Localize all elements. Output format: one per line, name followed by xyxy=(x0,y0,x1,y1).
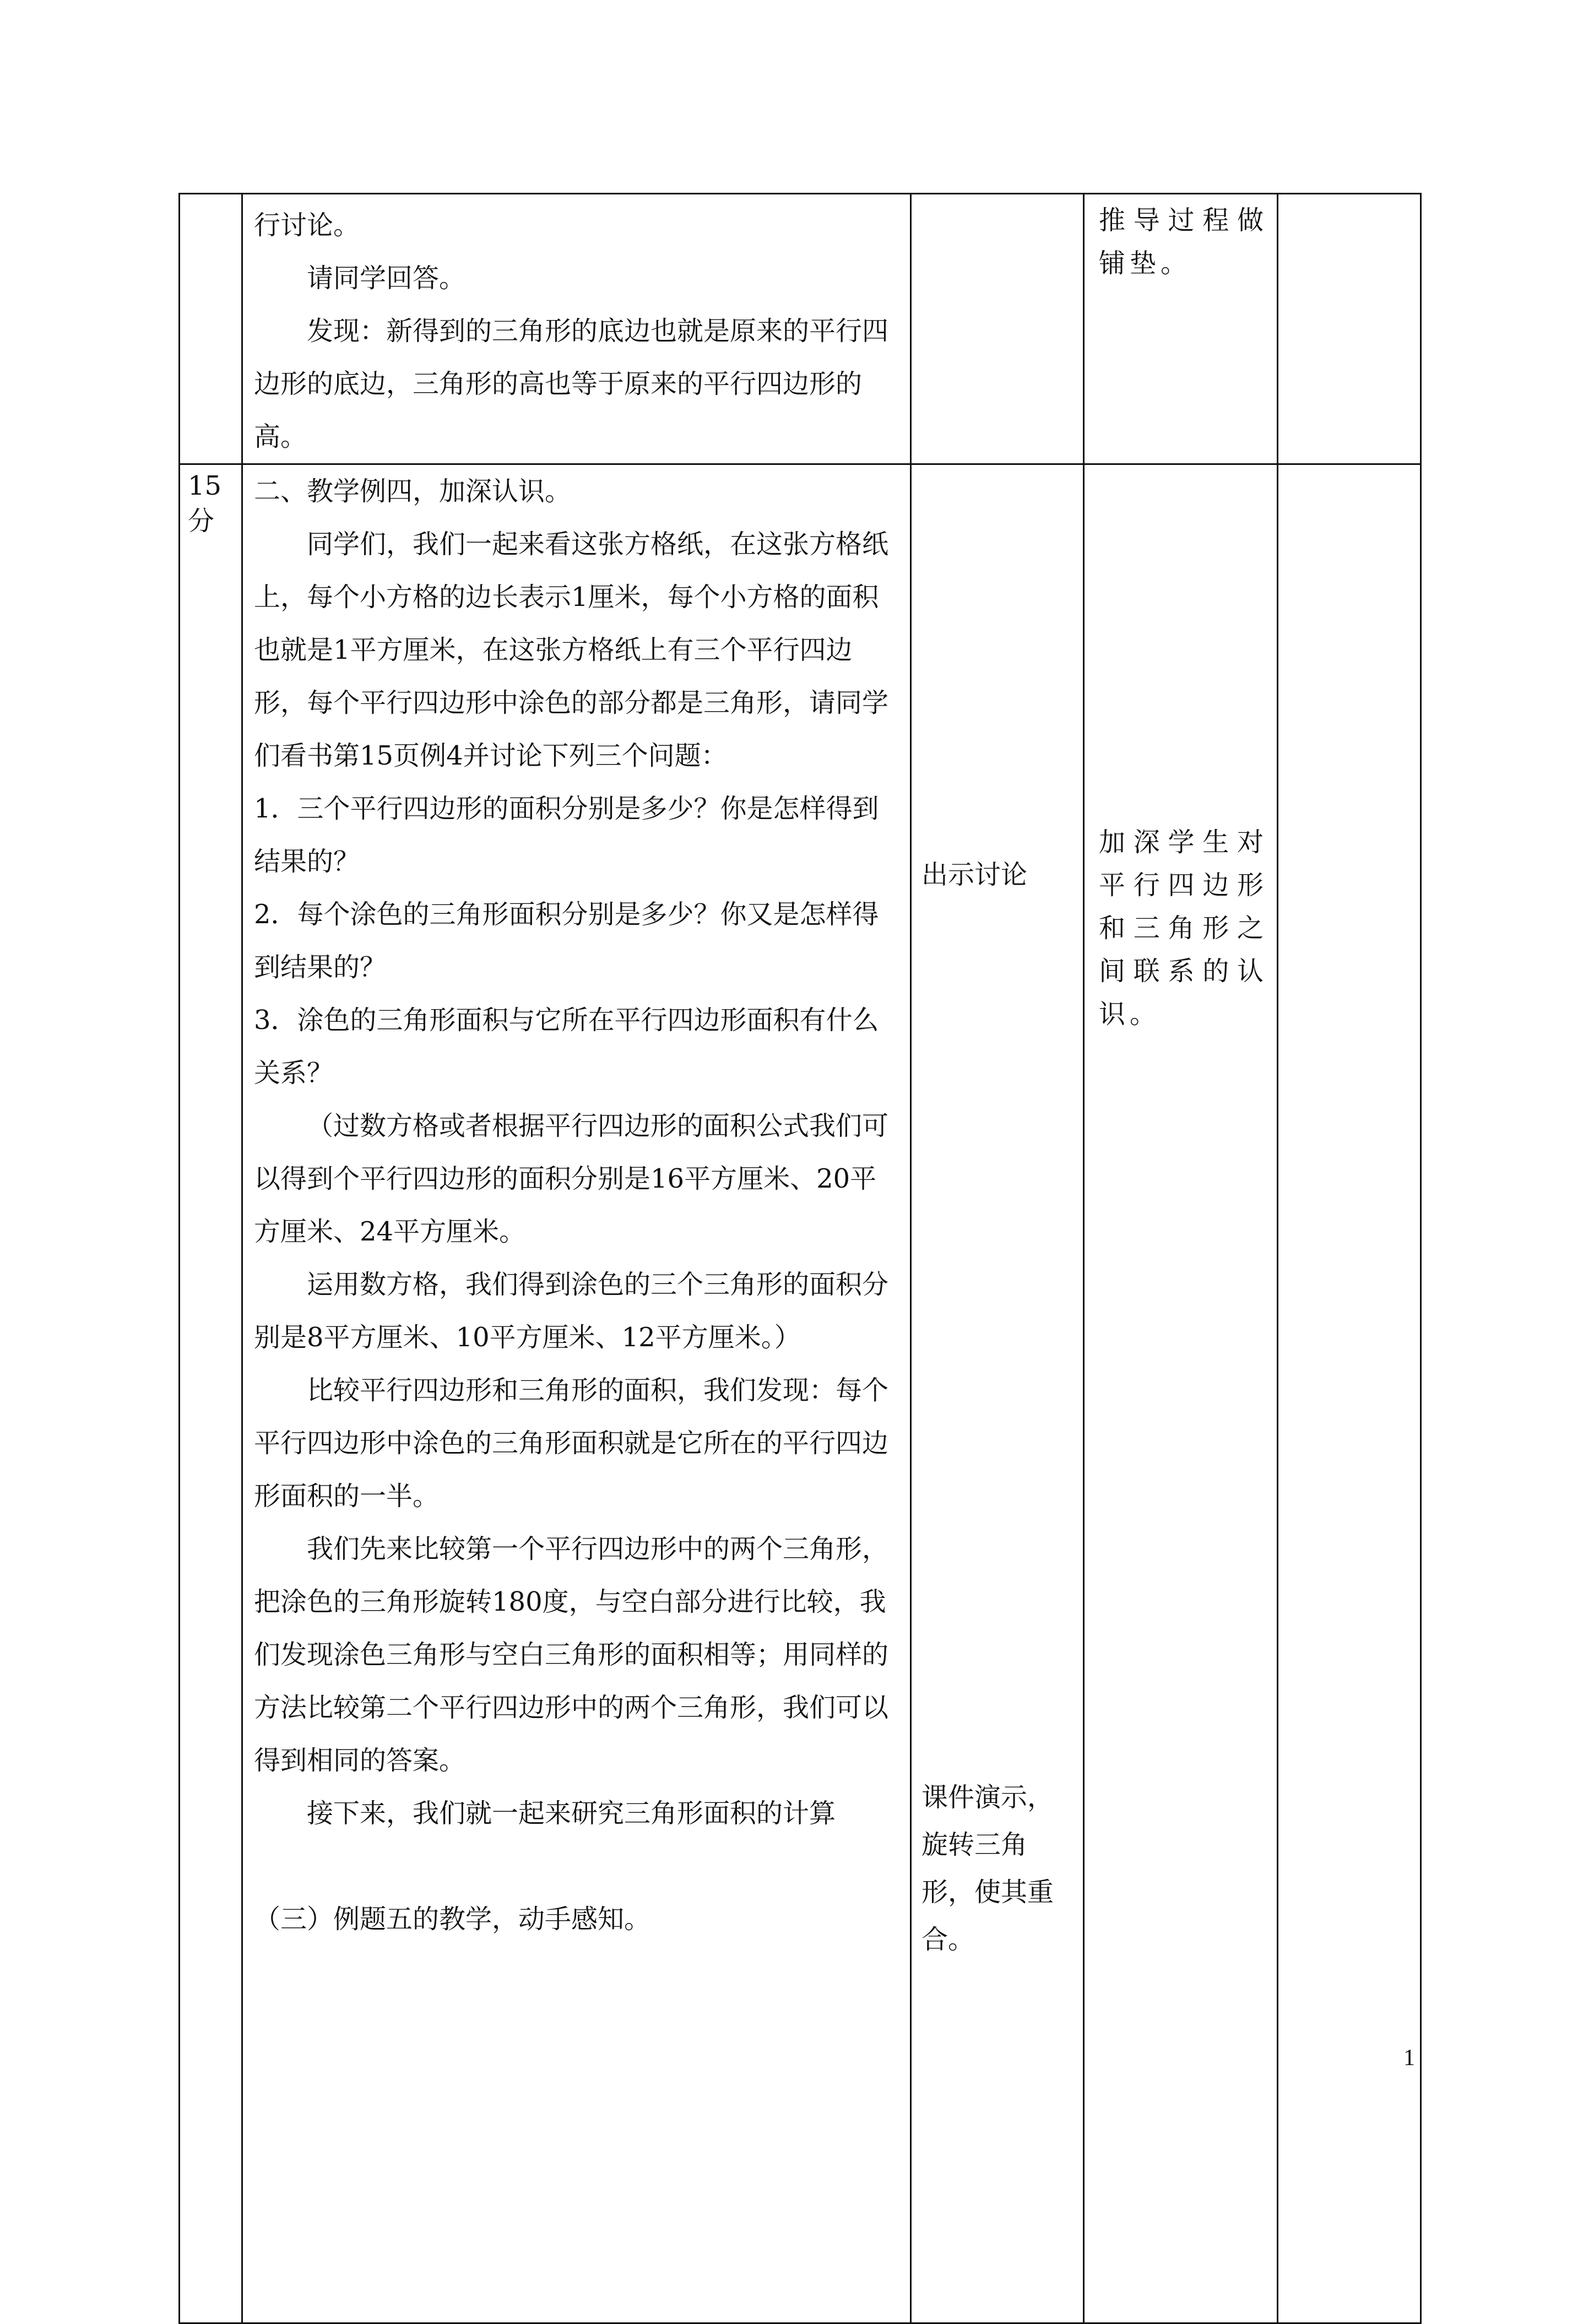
content-paragraph: 2．每个涂色的三角形面积分别是多少？你又是怎样得到结果的？ xyxy=(254,899,879,983)
content-paragraph: 行讨论。 xyxy=(254,210,360,241)
content-cell xyxy=(242,464,911,2323)
content-paragraph: （过数方格或者根据平行四边形的面积公式我们可以得到个平行四边形的面积分别是16平方厘米、20平方厘米、24平方厘米。 xyxy=(254,1110,889,1247)
lesson-plan-table xyxy=(178,193,1422,2324)
page-number: 1 xyxy=(1403,2045,1415,2071)
content-paragraph: （三）例题五的教学，动手感知。 xyxy=(254,1904,651,1935)
intent-text: 加深学生对平行四边形和三角形之间联系的认识。 xyxy=(1099,827,1268,1030)
content-paragraph: 我们先来比较第一个平行四边形中的两个三角形，把涂色的三角形旋转180度，与空白部分进行比较，我们发现涂色三角形与空白三角形的面积相等；用同样的方法比较第二个平行四边形中的两个三角形，我们可以得到相同的答案。 xyxy=(254,1534,889,1776)
content-paragraph: 二、教学例四，加深认识。 xyxy=(254,476,572,507)
content-paragraph: 3．涂色的三角形面积与它所在平行四边形面积有什么关系？ xyxy=(254,1005,879,1088)
content-cell xyxy=(242,194,911,464)
content-paragraph: 运用数方格，我们得到涂色的三个三角形的面积分别是8平方厘米、10平方厘米、12平方厘米。） xyxy=(254,1269,889,1353)
table-row xyxy=(180,464,1421,2323)
media-cell xyxy=(911,464,1084,2323)
table-row xyxy=(180,194,1421,464)
intent-cell xyxy=(1084,464,1278,2323)
content-paragraph: 请同学回答。 xyxy=(307,263,466,294)
time-cell xyxy=(180,464,242,2323)
intent-text: 推导过程做铺垫。 xyxy=(1099,205,1268,279)
media-cell xyxy=(911,194,1084,464)
content-paragraph: 同学们，我们一起来看这张方格纸，在这张方格纸上，每个小方格的边长表示1厘米，每个小方格的面积也就是1平方厘米，在这张方格纸上有三个平行四边形，每个平行四边形中涂色的部分都是三角形，请同学们看书第15页例4并讨论下列三个问题： xyxy=(254,529,889,771)
time-cell xyxy=(180,194,242,464)
note-cell xyxy=(1278,194,1421,464)
content-paragraph: 比较平行四边形和三角形的面积，我们发现：每个平行四边形中涂色的三角形面积就是它所在的平行四边形面积的一半。 xyxy=(254,1375,889,1512)
media-note: 出示讨论 xyxy=(921,859,1028,890)
media-note: 课件演示，旋转三角形，使其重合。 xyxy=(921,1782,1054,1955)
intent-cell xyxy=(1084,194,1278,464)
time-text: 15分 xyxy=(188,470,222,537)
content-paragraph: 1．三个平行四边形的面积分别是多少？你是怎样得到结果的？ xyxy=(254,793,879,877)
content-paragraph: 发现：新得到的三角形的底边也就是原来的平行四边形的底边，三角形的高也等于原来的平行四边形的高。 xyxy=(254,316,889,452)
note-cell xyxy=(1278,464,1421,2323)
content-paragraph: 接下来，我们就一起来研究三角形面积的计算 xyxy=(307,1798,836,1829)
